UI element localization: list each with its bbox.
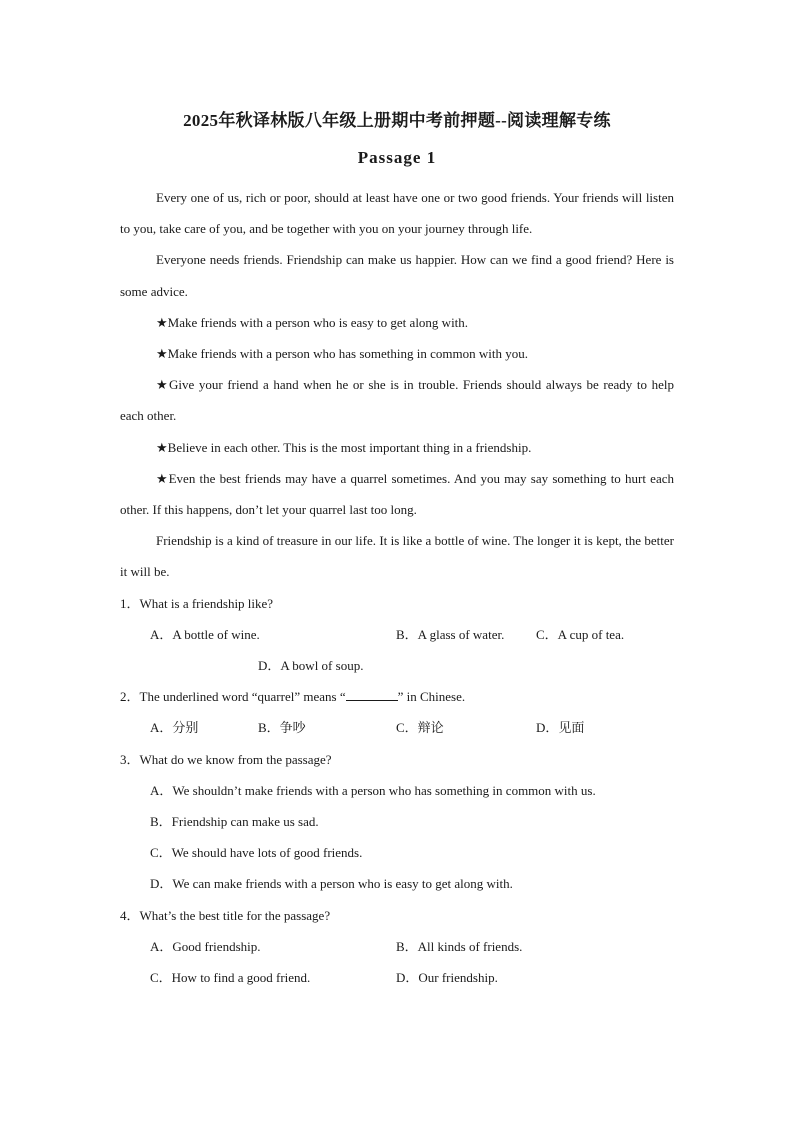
option-a: A．Good friendship. [150,938,261,954]
option-c: C．辩论 [396,720,444,736]
option-b: B．All kinds of friends. [396,938,523,954]
option-row [120,962,674,993]
option-b: B．Friendship can make us sad. [150,814,319,829]
option-c: C．We should have lots of good friends. [150,845,363,861]
option-c: C．A cup of tea. [536,626,625,642]
option-b: B．争吵 [258,720,306,736]
document-body [120,182,674,993]
question-stem-text: 2．The underlined word “quarrel” means “ [120,689,346,705]
option-row [120,931,674,962]
option-row [120,650,674,681]
advice-item: ★Make friends with a person who is easy to get along with. [156,314,469,330]
question-stem-text: ” in Chinese. [397,689,466,705]
option-a: A．分别 [150,720,199,736]
document-title: 2025年秋译林版八年级上册期中考前押题--阅读理解专练 [183,111,611,130]
option-row [120,775,674,806]
option-b: B．A glass of water. [396,626,505,642]
advice-item: ★Give your friend a hand when he or she is in trouble. Friends should always be ready to help each other. [120,377,674,424]
question-stem: 1．What is a friendship like? [120,595,274,611]
option-row [120,837,674,868]
option-a: A．A bottle of wine. [150,626,260,642]
passage-closing: Friendship is a kind of treasure in our life. It is like a bottle of wine. The longer it is kept, the better it will be. [120,533,674,580]
passage-heading: Passage 1 [357,148,437,167]
option-c: C．How to find a good friend. [150,969,311,985]
passage-paragraph: Everyone needs friends. Friendship can make us happier. How can we find a good friend? Here is some advice. [120,252,674,299]
option-d: D．A bowl of soup. [258,658,364,674]
option-row [120,619,674,650]
option-row [120,806,674,837]
option-d: D．见面 [536,720,585,736]
option-row [120,868,674,899]
answer-blank [346,688,398,701]
advice-item: ★Make friends with a person who has something in common with you. [156,346,528,362]
advice-item: ★Believe in each other. This is the most important thing in a friendship. [156,439,532,455]
option-d: D．Our friendship. [396,969,498,985]
advice-item: ★Even the best friends may have a quarrel sometimes. And you may say something to hurt each other. If this happens, don’t let your quarrel last too long. [120,470,674,518]
question-stem: 3．What do we know from the passage? [120,751,332,767]
option-a: A．We shouldn’t make friends with a person who has something in common with us. [150,782,596,798]
question-stem: 4．What’s the best title for the passage? [120,907,331,923]
option-row [120,712,674,743]
passage-paragraph: Every one of us, rich or poor, should at least have one or two good friends. Your friends will listen to you, take care of you, and be together with you on your journey through life. [120,190,674,237]
question-stem [120,681,674,712]
option-d: D．We can make friends with a person who is easy to get along with. [150,876,513,892]
